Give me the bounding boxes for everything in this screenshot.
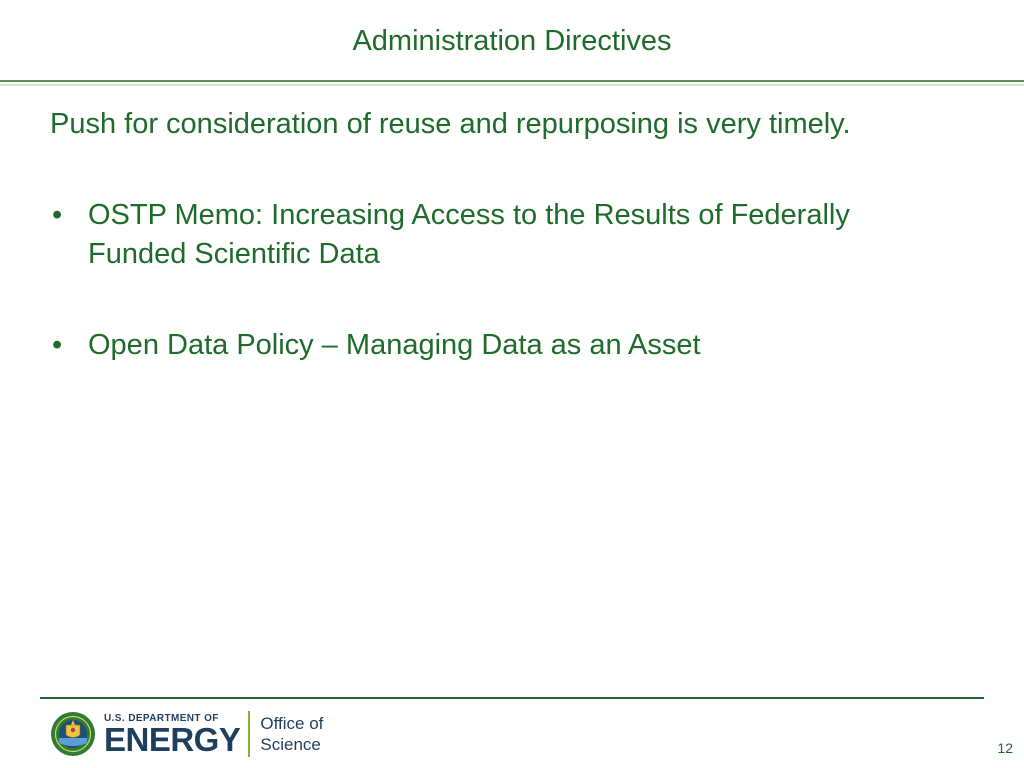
- office-line: Office of: [260, 714, 324, 733]
- slide-body: [50, 105, 950, 365]
- doe-wordmark: [104, 713, 240, 756]
- footer-divider: [40, 697, 984, 699]
- department-line: U.S. DEPARTMENT OF: [104, 712, 219, 724]
- slide-title: Administration Directives: [352, 25, 672, 57]
- bullet-list: [50, 196, 950, 365]
- bullet-marker: •: [52, 199, 63, 231]
- office-of-science-wordmark: [260, 713, 323, 755]
- bullet-text: Open Data Policy – Managing Data as an Asset: [88, 329, 701, 361]
- doe-office-of-science-logo: [50, 708, 323, 760]
- doe-seal-icon: [50, 711, 96, 757]
- page-number: 12: [997, 740, 1013, 756]
- bullet-item: [50, 196, 950, 274]
- energy-line: ENERGY: [104, 720, 241, 758]
- bullet-marker: •: [52, 329, 63, 361]
- science-line: Science: [260, 735, 321, 754]
- bullet-item: [50, 326, 950, 365]
- intro-paragraph: Push for consideration of reuse and repurposing is very timely.: [50, 108, 851, 140]
- logo-divider: [248, 711, 250, 757]
- bullet-text: OSTP Memo: Increasing Access to the Results of Federally Funded Scientific Data: [88, 199, 850, 270]
- title-divider: [0, 78, 1024, 88]
